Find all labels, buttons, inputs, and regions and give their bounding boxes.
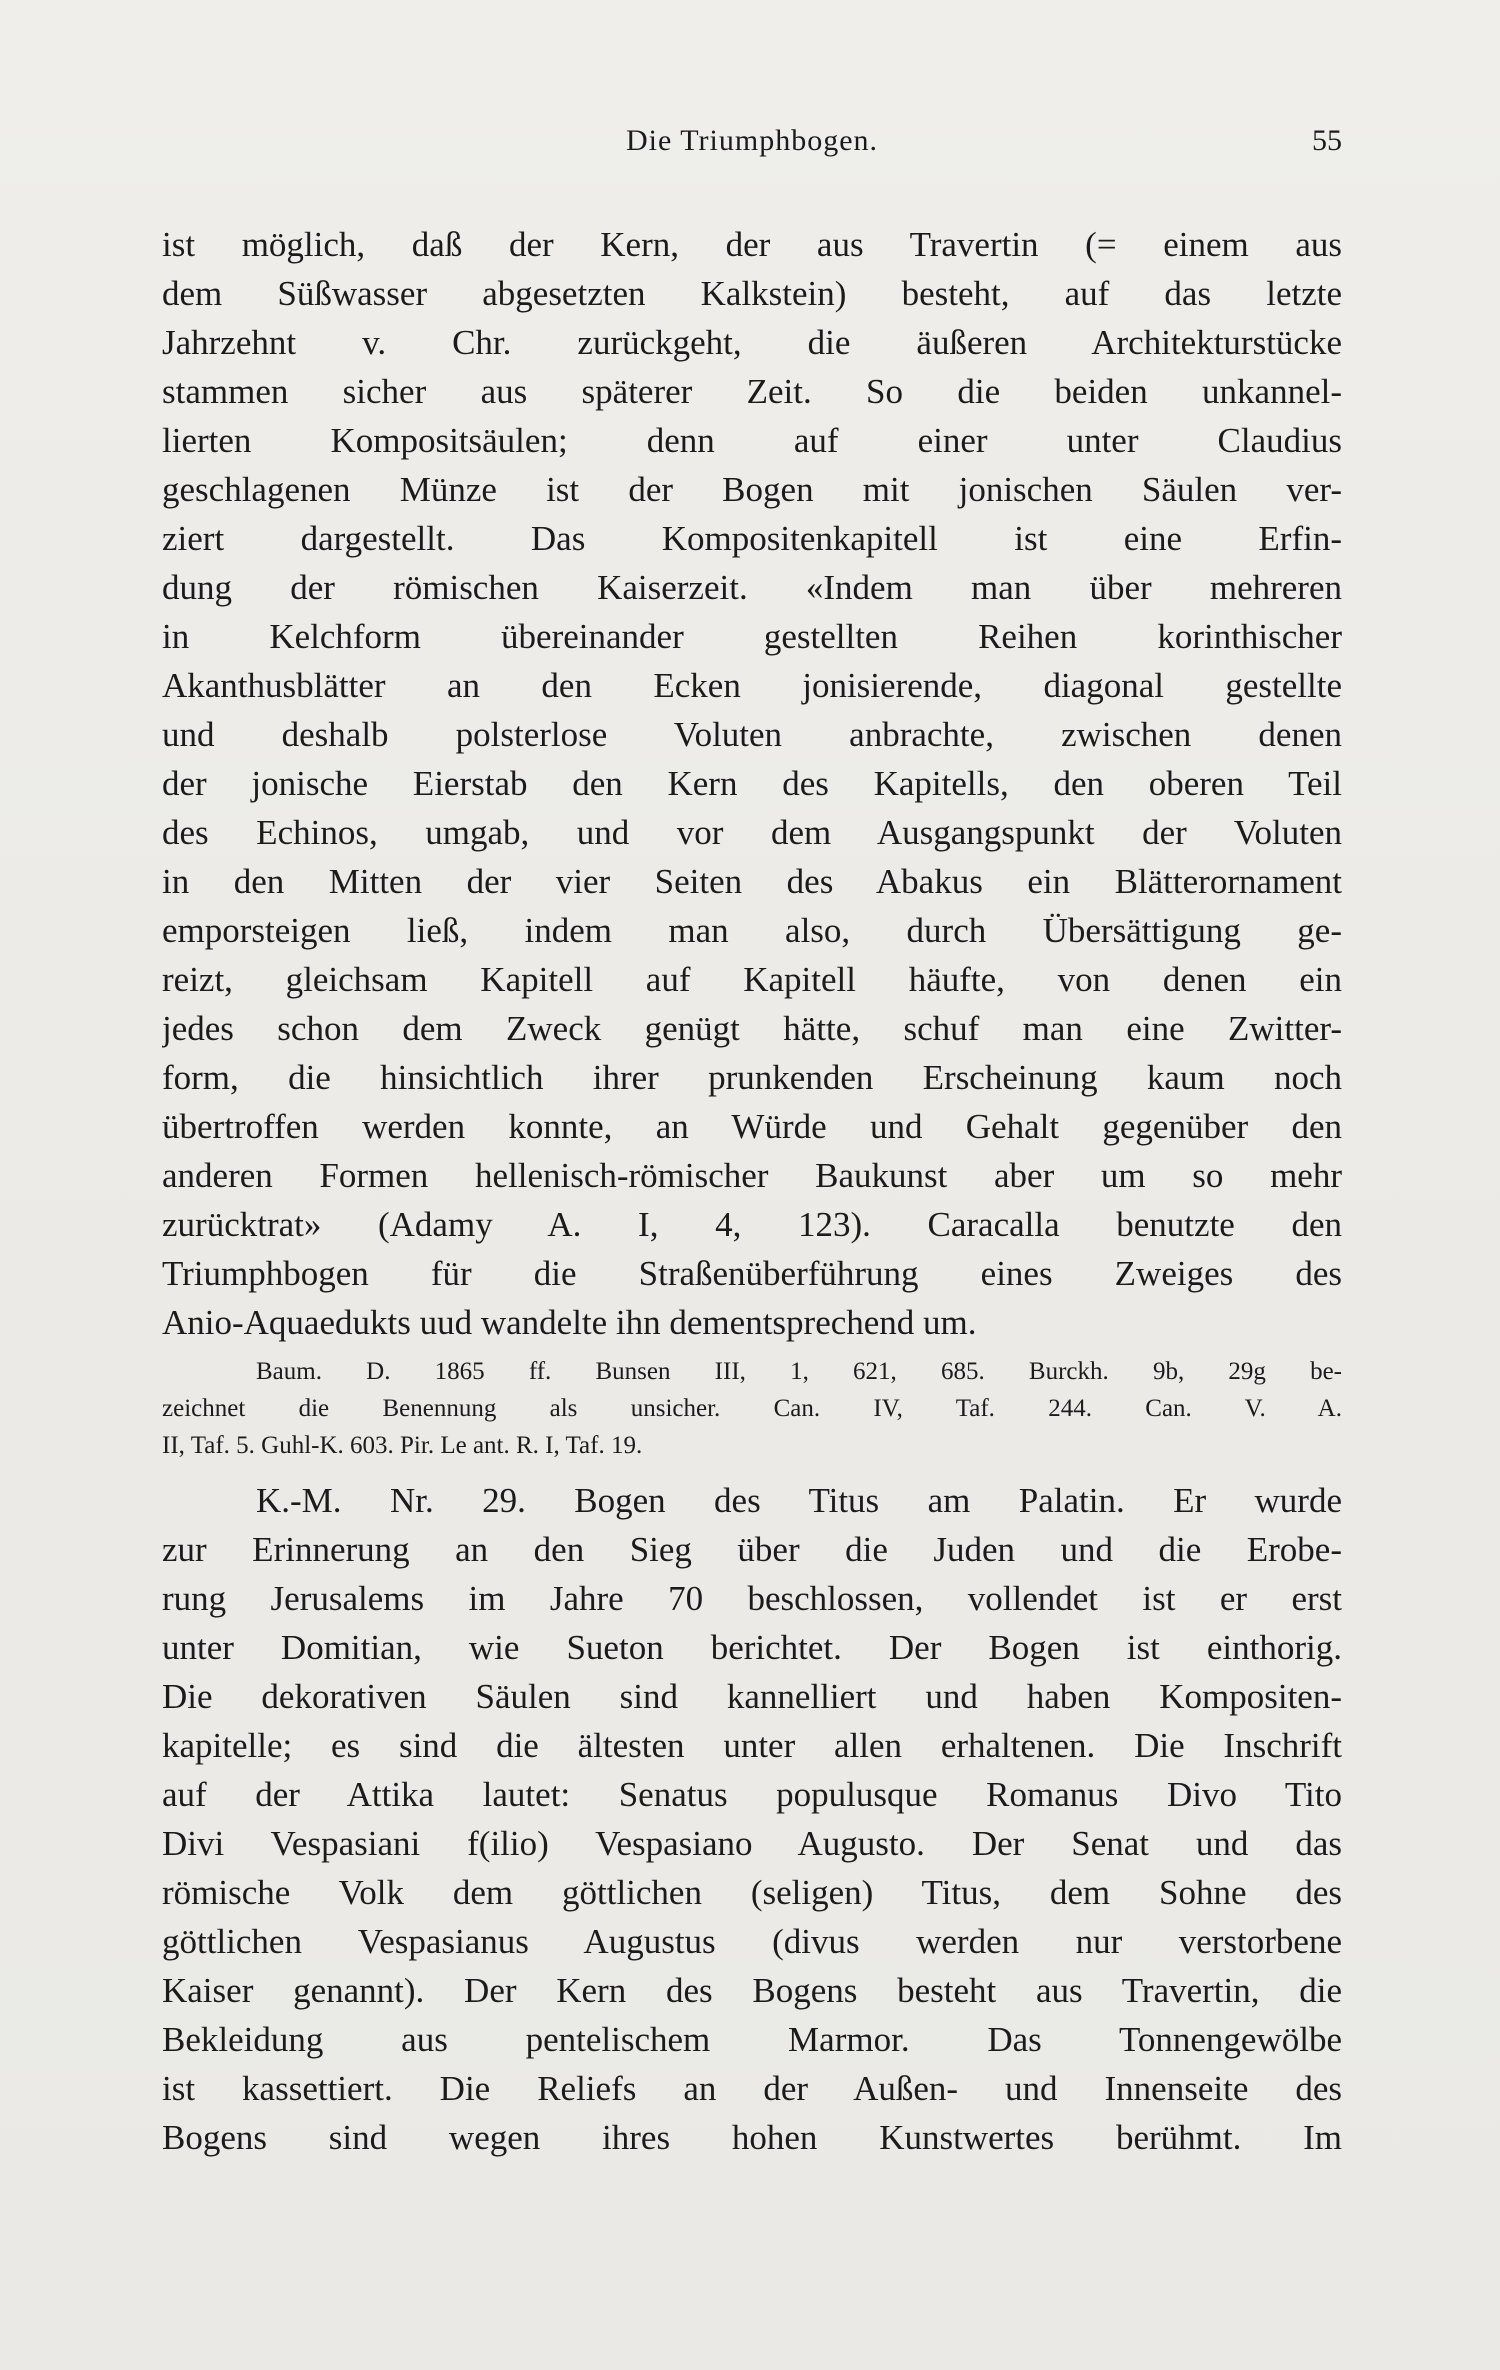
- text-line: in den Mitten der vier Seiten des Abakus ein Blätterornament: [162, 862, 1342, 901]
- text-line: in Kelchform übereinander gestellten Reihen korinthischer: [162, 617, 1342, 656]
- bibliographic-note: [162, 1353, 1342, 1464]
- text-line: göttlichen Vespasianus Augustus (divus werden nur verstorbene: [162, 1922, 1342, 1961]
- text-line: Jahrzehnt v. Chr. zurückgeht, die äußeren Architekturstücke: [162, 323, 1342, 362]
- text-line: form, die hinsichtlich ihrer prunkenden Erscheinung kaum noch: [162, 1058, 1342, 1097]
- text-line: reizt, gleichsam Kapitell auf Kapitell häufte, von denen ein: [162, 960, 1342, 999]
- text-line: unter Domitian, wie Sueton berichtet. Der Bogen ist einthorig.: [162, 1628, 1342, 1667]
- running-title: Die Triumphbogen.: [625, 124, 879, 157]
- text-line: anderen Formen hellenisch-römischer Baukunst aber um so mehr: [162, 1156, 1342, 1195]
- paragraph-1: [162, 220, 1342, 1347]
- text-line: römische Volk dem göttlichen (seligen) Titus, dem Sohne des: [162, 1873, 1342, 1912]
- text-line: Divi Vespasiani f(ilio) Vespasiano Augusto. Der Senat und das: [162, 1824, 1342, 1863]
- body-text: [162, 220, 1342, 2162]
- text-line: dung der römischen Kaiserzeit. «Indem man über mehreren: [162, 568, 1342, 607]
- text-line: stammen sicher aus späterer Zeit. So die beiden unkannel-: [162, 372, 1342, 411]
- text-line: emporsteigen ließ, indem man also, durch Übersättigung ge-: [162, 911, 1342, 950]
- note-line: Baum. D. 1865 ff. Bunsen III, 1, 621, 685. Burckh. 9b, 29g be-: [256, 1358, 1342, 1385]
- note-line: zeichnet die Benennung als unsicher. Can. IV, Taf. 244. Can. V. A.: [162, 1395, 1342, 1422]
- text-line: Kaiser genannt). Der Kern des Bogens besteht aus Travertin, die: [162, 1971, 1342, 2010]
- text-line: ziert dargestellt. Das Kompositenkapitell ist eine Erfin-: [162, 519, 1342, 558]
- page-number: 55: [1312, 124, 1342, 157]
- text-line: Anio-Aquaedukts uud wandelte ihn dementsprechend um.: [162, 1303, 977, 1342]
- text-line: geschlagenen Münze ist der Bogen mit jonischen Säulen ver-: [162, 470, 1342, 509]
- paragraph-2: [162, 1476, 1342, 2162]
- text-line: ist möglich, daß der Kern, der aus Travertin (= einem aus: [162, 225, 1342, 264]
- text-line: rung Jerusalems im Jahre 70 beschlossen, vollendet ist er erst: [162, 1579, 1342, 1618]
- text-line: Triumphbogen für die Straßenüberführung eines Zweiges des: [162, 1254, 1342, 1293]
- text-line: Die dekorativen Säulen sind kannelliert und haben Kompositen-: [162, 1677, 1342, 1716]
- text-line: K.-M. Nr. 29. Bogen des Titus am Palatin. Er wurde: [256, 1481, 1342, 1520]
- text-line: jedes schon dem Zweck genügt hätte, schuf man eine Zwitter-: [162, 1009, 1342, 1048]
- page-header: [162, 124, 1342, 174]
- text-line: auf der Attika lautet: Senatus populusque Romanus Divo Tito: [162, 1775, 1342, 1814]
- text-line: ist kassettiert. Die Reliefs an der Außen- und Innenseite des: [162, 2069, 1342, 2108]
- text-line: des Echinos, umgab, und vor dem Ausgangspunkt der Voluten: [162, 813, 1342, 852]
- text-line: kapitelle; es sind die ältesten unter allen erhaltenen. Die Inschrift: [162, 1726, 1342, 1765]
- text-line: zurücktrat» (Adamy A. I, 4, 123). Caracalla benutzte den: [162, 1205, 1342, 1244]
- text-line: der jonische Eierstab den Kern des Kapitells, den oberen Teil: [162, 764, 1342, 803]
- text-line: zur Erinnerung an den Sieg über die Juden und die Erobe-: [162, 1530, 1342, 1569]
- text-line: und deshalb polsterlose Voluten anbrachte, zwischen denen: [162, 715, 1342, 754]
- text-line: übertroffen werden konnte, an Würde und Gehalt gegenüber den: [162, 1107, 1342, 1146]
- text-line: Akanthusblätter an den Ecken jonisierende, diagonal gestellte: [162, 666, 1342, 705]
- text-line: dem Süßwasser abgesetzten Kalkstein) besteht, auf das letzte: [162, 274, 1342, 313]
- note-line: II, Taf. 5. Guhl-K. 603. Pir. Le ant. R. I, Taf. 19.: [162, 1432, 643, 1459]
- text-line: Bekleidung aus pentelischem Marmor. Das Tonnengewölbe: [162, 2020, 1342, 2059]
- text-line: lierten Kompositsäulen; denn auf einer unter Claudius: [162, 421, 1342, 460]
- text-line: Bogens sind wegen ihres hohen Kunstwertes berühmt. Im: [162, 2118, 1342, 2157]
